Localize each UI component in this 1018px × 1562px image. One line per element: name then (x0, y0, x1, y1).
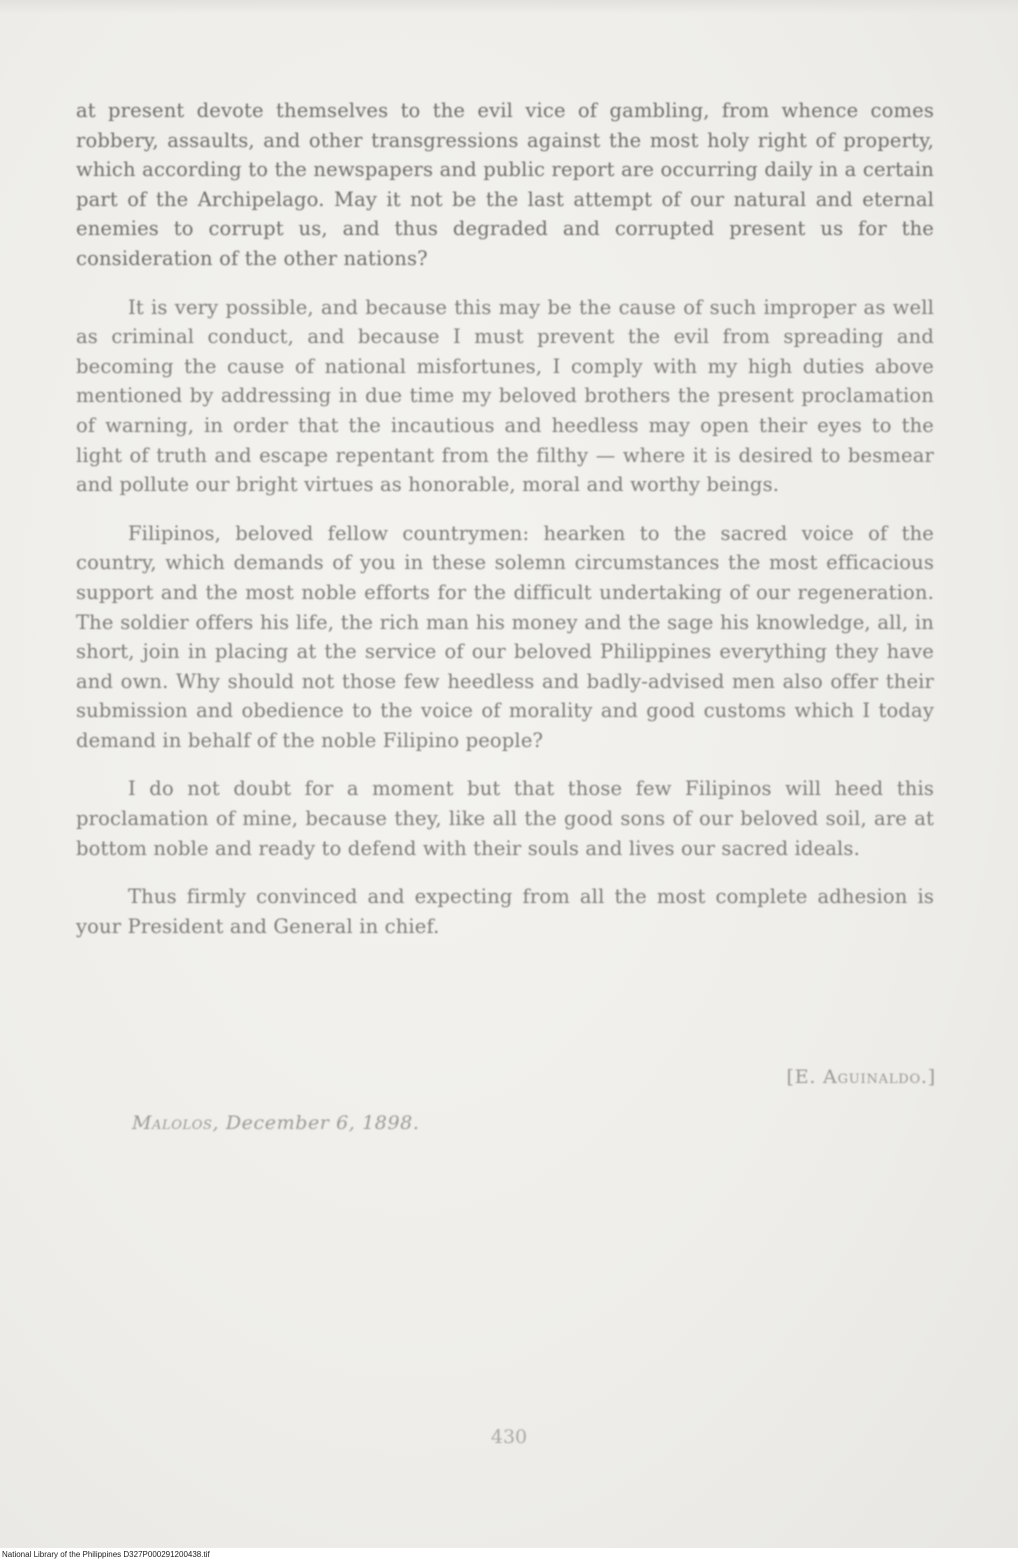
paragraph-3: Filipinos, beloved fellow countrymen: hearken to the sacred voice of the country, which demands of you in these solemn circumstances the most efficacious support and the most noble efforts for the difficult undertaking of our regeneration. The soldier offers his life, the rich man his money and the sage his knowledge, all, in short, join in placing at the service of our beloved Philippines everything they have and own. Why should not those few heedless and badly-advised men also offer their submission and obedience to the voice of morality and good customs which I today demand in behalf of the noble Filipino people? (76, 521, 934, 752)
dateline-place: Malolos, (132, 1112, 220, 1134)
scan-footer-caption: National Library of the Philippines D327P000291200438.tif (2, 1550, 210, 1559)
body-text (76, 96, 934, 960)
paragraph-2: It is very possible, and because this may be the cause of such improper as well as criminal conduct, and because I must prevent the evil from spreading and becoming the cause of national misfortunes, I comply with my high duties above mentioned by addressing in due time my beloved brothers the present proclamation of warning, in order that the incautious and heedless may open their eyes to the light of truth and escape repentant from the filthy — where it is desired to besmear and pollute our bright virtues as honorable, moral and worthy beings. (76, 295, 934, 497)
dateline (132, 1112, 419, 1134)
signature: [E. Aguinaldo.] (786, 1066, 936, 1088)
paragraph-4: I do not doubt for a moment but that those few Filipinos will heed this proclamation of mine, because they, like all the good sons of our beloved soil, are at bottom noble and ready to defend with their souls and lives our sacred ideals. (76, 777, 934, 860)
scan-edge (0, 0, 1018, 14)
dateline-date: December 6, 1898. (225, 1112, 420, 1134)
paragraph-5: Thus firmly convinced and expecting from all the most complete adhesion is your President and General in chief. (76, 885, 934, 938)
page-number: 430 (490, 1426, 528, 1448)
paragraph-1: at present devote themselves to the evil vice of gambling, from whence comes robbery, assaults, and other transgressions against the most holy right of property, which according to the newspapers and public report are occurring daily in a certain part of the Archipelago. May it not be the last attempt of our natural and eternal enemies to corrupt us, and thus degraded and corrupted present us for the consideration of the other nations? (76, 99, 934, 270)
